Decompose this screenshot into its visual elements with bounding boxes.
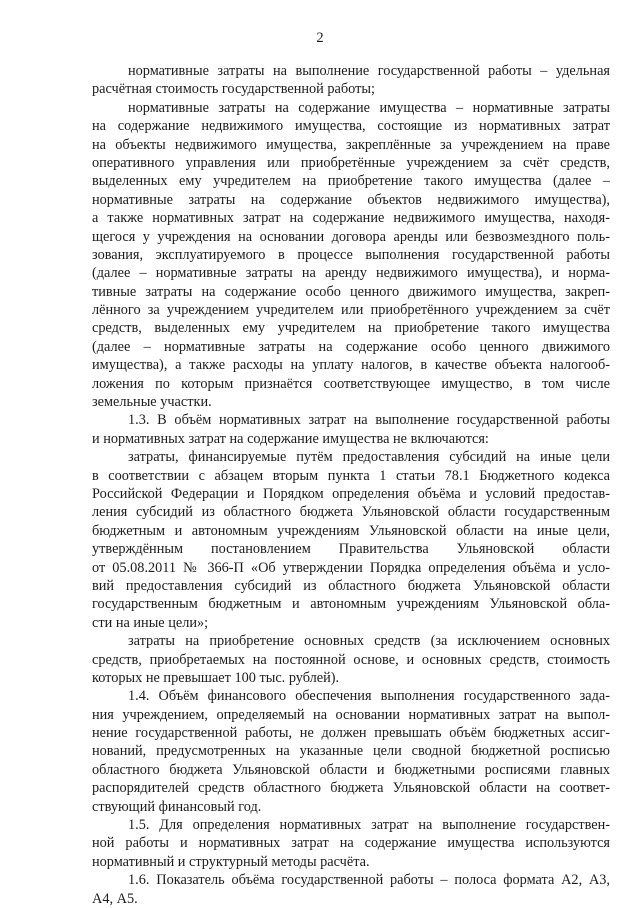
paragraph xyxy=(92,687,610,816)
text-line: щегося у учреждения на основании договора аренды или безвозмездного поль- xyxy=(92,228,610,245)
text-line: ной работы и нормативных затрат на содержание имущества используются xyxy=(92,835,610,852)
text-line: лённого за учреждением учредителем или приобретённого учреждением за счёт xyxy=(92,302,610,319)
paragraph xyxy=(92,632,610,687)
text-line: в соответствии с абзацем вторым пункта 1 статьи 78.1 Бюджетного кодекса xyxy=(92,467,610,484)
text-line: областного бюджета Ульяновской области и бюджетными росписями главных xyxy=(92,761,610,778)
text-line: нение государственной работы, не должен превышать объём бюджетных ассиг- xyxy=(92,725,610,742)
text-line: 1.4. Объём финансового обеспечения выполнения государственного зада- xyxy=(128,688,610,705)
paragraph xyxy=(92,99,610,412)
text-line: тивные затраты на содержание особо ценного движимого имущества, закреп- xyxy=(92,283,610,300)
text-line: нований, предусмотренных на указанные цели сводной бюджетной росписью xyxy=(92,743,610,760)
paragraph xyxy=(92,448,610,632)
paragraph xyxy=(92,816,610,871)
text-line: ления субсидий из областного бюджета Ульяновской области государственным xyxy=(92,504,610,521)
text-line: 1.6. Показатель объёма государственной работы – полоса формата А2, А3, xyxy=(128,872,610,889)
text-line: выделенных ему учредителем на приобретение такого имущества (далее – xyxy=(92,173,610,190)
text-line: распорядителей средств областного бюджета Ульяновской области на соответ- xyxy=(92,780,610,797)
text-line: сти на иные цели»; xyxy=(92,614,209,631)
text-line: от 05.08.2011 № 366-П «Об утверждении Порядка определения объёма и усло- xyxy=(92,559,610,576)
page-number: 2 xyxy=(316,30,324,46)
text-line: ния учреждением, определяемый на основании нормативных затрат на выпол- xyxy=(92,706,610,723)
text-line: которых не превышает 100 тыс. рублей). xyxy=(92,669,340,686)
text-line: ствующий финансовый год. xyxy=(92,798,262,815)
text-line: затраты, финансируемые путём предоставления субсидий на иные цели xyxy=(128,449,610,466)
paragraph xyxy=(92,871,610,908)
text-line: расчётная стоимость государственной работы; xyxy=(92,81,375,98)
text-line: 1.3. В объём нормативных затрат на выполнение государственной работы xyxy=(128,412,610,429)
body-text xyxy=(92,62,610,908)
text-line: на содержание недвижимого имущества, состоящие из нормативных затрат xyxy=(92,118,610,135)
text-line: имущества), а также расходы на уплату налогов, в качестве объекта налогооб- xyxy=(92,357,610,374)
text-line: зования, эксплуатируемого в процессе выполнения государственной работы xyxy=(92,246,610,263)
text-line: (далее – нормативные затраты на аренду недвижимого имущества), и норма- xyxy=(92,265,610,282)
text-line: средств, выделенных ему учредителем на приобретение такого имущества xyxy=(92,320,610,337)
text-line: нормативные затраты на содержание объектов недвижимого имущества), xyxy=(92,191,610,208)
text-line: затраты на приобретение основных средств (за исключением основных xyxy=(128,633,610,650)
text-line: (далее – нормативные затраты на содержание особо ценного движимого xyxy=(92,338,610,355)
text-line: Российской Федерации и Порядком определения объёма и условий предостав- xyxy=(92,485,610,502)
text-line: оперативного управления или приобретённые учреждением за счёт средств, xyxy=(92,154,610,171)
text-line: 1.5. Для определения нормативных затрат на выполнение государствен- xyxy=(128,817,610,834)
text-line: ложения по которым признаётся соответствующее имущество, в том числе xyxy=(92,375,610,392)
text-line: нормативные затраты на выполнение государственной работы – удельная xyxy=(128,63,610,79)
text-line: утверждённым постановлением Правительства Ульяновской области xyxy=(92,541,610,558)
text-line: средств, приобретаемых на постоянной основе, и основных средств, стоимость xyxy=(92,651,610,668)
text-line: земельные участки. xyxy=(92,394,212,411)
text-line: государственным бюджетным и автономным учреждениям Ульяновской обла- xyxy=(92,596,610,613)
text-line: вий предоставления субсидий из областного бюджета Ульяновской области xyxy=(92,577,610,594)
paragraph xyxy=(92,411,610,448)
text-line: бюджетным и автономным учреждениям Ульяновской области на иные цели, xyxy=(92,522,610,539)
text-line: А4, А5. xyxy=(92,890,138,907)
text-line: а также нормативных затрат на содержание недвижимого имущества, находя- xyxy=(92,210,610,227)
text-line: и нормативных затрат на содержание имущества не включаются: xyxy=(92,430,489,447)
text-line: нормативные затраты на содержание имущества – нормативные затраты xyxy=(128,99,610,116)
text-line: на объекты недвижимого имущества, закреплённые за учреждением на праве xyxy=(92,136,610,153)
paragraph xyxy=(92,62,610,99)
text-line: нормативный и структурный методы расчёта. xyxy=(92,853,370,870)
